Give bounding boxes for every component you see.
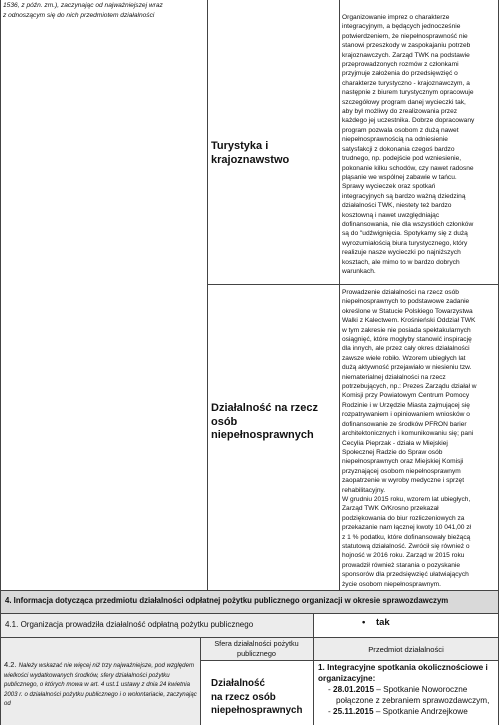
grid-line bbox=[207, 0, 208, 590]
left-note bbox=[3, 1, 203, 21]
event-desc: Spotkanie Andrzejkowe bbox=[382, 707, 468, 716]
grid-line bbox=[200, 660, 499, 661]
grid-line bbox=[0, 637, 499, 638]
grid-line bbox=[0, 0, 1, 725]
area-disabled bbox=[211, 402, 341, 443]
q42-area-line2: na rzecz osób bbox=[211, 691, 276, 703]
area-disabled-label: Działalność na rzecz osób niepełnosprawnych bbox=[211, 402, 318, 441]
left-note-line1: 1536, z późn. zm.), zaczynając od najważniejszej wraz bbox=[3, 2, 163, 9]
section4-heading: 4. Informacja dotycząca przedmiotu działalności odpłatnej pożytku publicznego organizacji w okresie sprawozdawczym bbox=[5, 596, 449, 605]
q42-subject bbox=[318, 662, 498, 717]
q42-prefix: 4.2. bbox=[4, 660, 19, 669]
q42-area-value bbox=[211, 677, 311, 718]
event-date: 25.11.2015 bbox=[333, 707, 374, 716]
grid-line bbox=[207, 284, 499, 285]
bullet-icon: • bbox=[362, 617, 366, 628]
event-date: 28.01.2015 bbox=[333, 685, 374, 694]
area-tourism bbox=[211, 140, 341, 167]
tourism-description: Organizowanie imprez o charakterze integracyjnym, a będących jednocześnie potwierdzeniem, że niepełnosprawność nie stanowi przeszkody w zaspokajaniu potrzeb krajoznawczych. Zarząd TWK na podstawie przeprowadzonych rozmów z członkami przyjmuje założenia do przedsięwzięć o charakterze turystyczno - krajoznawczym, a następnie z biurem turystycznym opracowuje szczegółowy program danej wycieczki tak, aby był możliwy do zrealizowania przez każdego jej uczestnika. Dobrze dopracowany program pozwala osobom z dużą nawet niepełnosprawnością na odniesienie satysfakcji z dokonania czegoś bardzo trudnego, np. podejście pod wzniesienie, pokonanie kilku schodów, czy nawet radosne pląsanie we wspólnej zabawie w tańcu. Sprawy wycieczek oraz spotkań integracyjnych są bardzo ważną dziedziną działalności TWK, niestety też bardzo kosztowną i nawet uwzględniając dofinansowania, nie dla wszystkich członków są do "udźwignięcia. Spotykamy się z dużą wyrozumiałością biura turystycznego, który realizuje nasze wycieczki po najniższych kosztach, ale mimo to w bardzo dobrych warunkach. bbox=[342, 14, 475, 275]
disabled-description: Prowadzenie działalności na rzecz osób niepełnosprawnych to podstawowe zadanie określone w Statucie Polskiego Towarzystwa Walki z Kalectwem. Krośnieński Oddział TWK w tym zakresie nie posiada spektakularnych osiągnięć, które mogłyby stanowić inspirację dla innych, ale przez cały okres działalności zawsze wiele robiło. Wzorem ubiegłych lat dużą aktywność przejawiało w niesieniu tzw. niematerialnej działalności na rzecz potrzebujących, np.: Prezes Zarządu działał w Komisji przy Powiatowym Centrum Pomocy Rodzinie i w Urzędzie Miasta zajmującej się rozpatrywaniem i opiniowaniem wniosków o dofinansowanie ze środków PFRON barier architektonicznych i komunikowaniu się; pani Cecylia Pieprzak - działa w Miejskiej Społecznej Radzie do Spraw osób niepełnosprawnych oraz Miejskiej Komisji przyznającej osobom niepełnosprawnym zaopatrzenie w wyroby medyczne i sprzęt rehabilitacyjny. W grudniu 2015 roku, wzorem lat ubiegłych, Zarząd TWK O/Krosno przekazał podziękowania do biur rozliczeniowych za przekazanie nam łącznej kwoty 10 041,00 zł z 1 % podatku, które dofinansowały bieżącą statutową działalność. Zwrócił się również o hojność w 2016 roku. Zarząd w 2015 roku prowadził również starania o pozyskanie sponsorów dla przedsięwzięć ułatwiających życie osobom niepełnosprawnym. bbox=[342, 289, 477, 588]
col-area-header-text: Sfera działalności pożytku publicznego bbox=[214, 639, 299, 658]
subject-title: 1. Integracyjne spotkania okolicznościowe i organizacyjne: bbox=[318, 663, 488, 683]
area-tourism-label: Turystyka i krajoznawstwo bbox=[211, 140, 290, 166]
q42-area-line3: niepełnosprawnych bbox=[211, 705, 303, 717]
event-item-cont: połączone z zebraniem sprawozdawczym, bbox=[336, 696, 490, 705]
q41-label: 4.1. Organizacja prowadziła działalność odpłatną pożytku publicznego bbox=[5, 620, 254, 629]
grid-line bbox=[200, 637, 201, 725]
grid-line bbox=[0, 613, 499, 614]
event-desc: Spotkanie Noworoczne bbox=[383, 685, 468, 694]
q41-answer bbox=[362, 617, 390, 628]
q42-area-line1: Działalność bbox=[211, 678, 265, 689]
grid-line bbox=[313, 613, 314, 725]
grid-line bbox=[339, 0, 340, 590]
q42-text bbox=[4, 660, 198, 709]
col-subject-header-text: Przedmiot działalności bbox=[368, 645, 444, 654]
grid-line bbox=[0, 590, 499, 591]
answer-yes[interactable]: tak bbox=[375, 617, 390, 628]
left-note-line2: z odnoszącym się do nich przedmiotem działalności bbox=[3, 12, 155, 19]
q42-body: Należy wskazać nie więcej niż trzy najważniejsze, pod względem wielkości wydatkowanych środków, sfery działalności pożytku publicznego, o których mowa w art. 4 ust.1 ustawy z dnia 24 kwietnia 2003 r. o działalności pożytku publicznego i o wolontariacie, zaczynając od bbox=[4, 662, 197, 707]
event-item: - 25.11.2015 – Spotkanie Andrzejkowe bbox=[328, 707, 468, 716]
event-item: - 28.01.2015 – Spotkanie Noworoczne bbox=[328, 685, 468, 694]
